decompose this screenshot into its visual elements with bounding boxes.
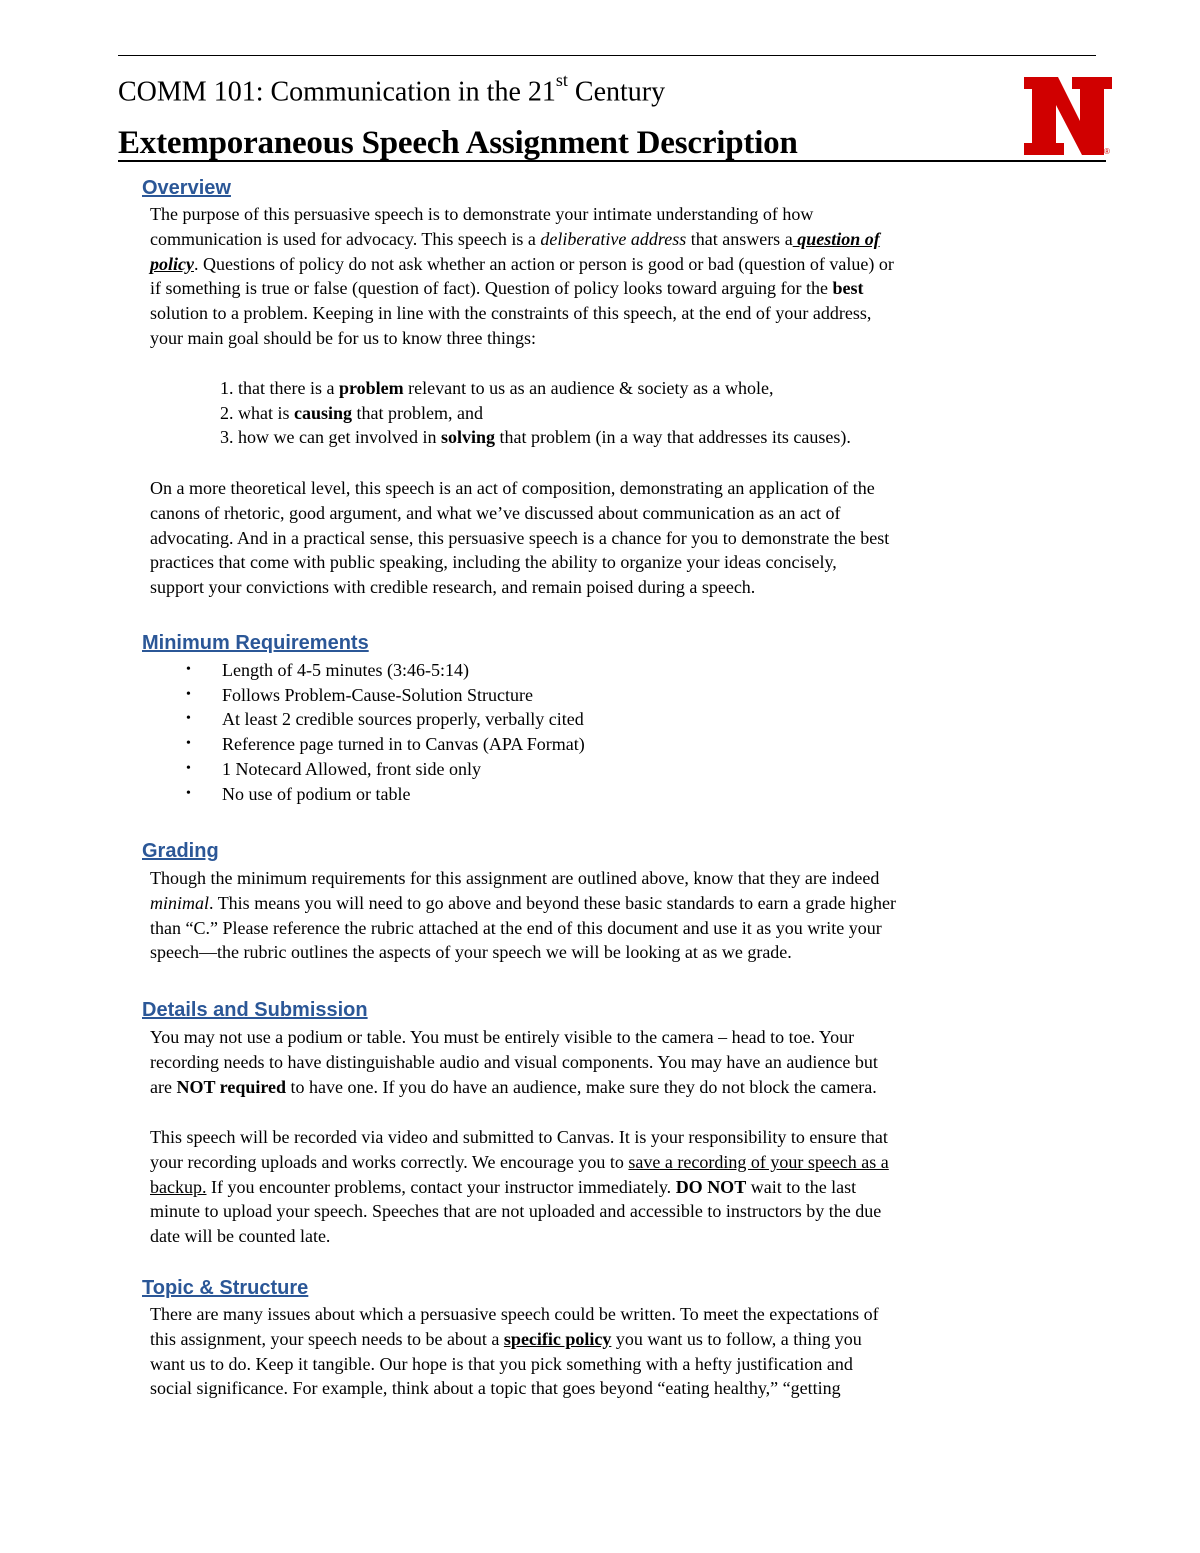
- top-rule: [118, 55, 1096, 56]
- details-paragraph-1: You may not use a podium or table. You must be entirely visible to the camera – head to toe. Your recording needs to have distinguishable audio and visual components. You may have an audience but are NOT required to have one. If you do have an audience, make sure they do not block the camera.: [150, 1027, 878, 1097]
- title-rule: [118, 160, 1106, 162]
- section-heading-topic: Topic & Structure: [142, 1277, 309, 1299]
- list-item: 3. how we can get involved in solving that problem (in a way that addresses its causes).: [220, 427, 851, 447]
- list-item: Reference page turned in to Canvas (APA Format): [222, 734, 585, 754]
- section-heading-requirements: Minimum Requirements: [142, 632, 369, 654]
- list-item: Length of 4-5 minutes (3:46-5:14): [222, 660, 469, 680]
- course-title: COMM 101: Communication in the 21st Century: [118, 70, 666, 108]
- section-heading-overview: Overview: [142, 177, 231, 199]
- nebraska-n-logo: [1022, 75, 1114, 157]
- list-item: At least 2 credible sources properly, verbally cited: [222, 709, 584, 729]
- bullet-icon: •: [186, 662, 191, 677]
- grading-paragraph: Though the minimum requirements for this assignment are outlined above, know that they are indeed minimal. This means you will need to go above and beyond these basic standards to earn a grade higher than “C.” Please reference the rubric attached at the end of this document and use it as you write your speech—the rubric outlines the aspects of your speech we will be looking at as we grade.: [150, 868, 896, 963]
- logo-trademark: ®: [1104, 147, 1110, 156]
- list-item: 2. what is causing that problem, and: [220, 403, 483, 423]
- overview-paragraph-2: On a more theoretical level, this speech is an act of composition, demonstrating an application of the canons of rhetoric, good argument, and what we’ve discussed about communication as an act of advocating. And in a practical sense, this persuasive speech is a chance for you to demonstrate the best practices that come with public speaking, including the ability to organize your ideas concisely, support your convictions with credible research, and remain poised during a speech.: [150, 478, 890, 598]
- list-item: No use of podium or table: [222, 784, 411, 804]
- logo-letter: N: [1022, 75, 1023, 76]
- details-paragraph-2: This speech will be recorded via video and submitted to Canvas. It is your responsibility to ensure that your recording uploads and works correctly. We encourage you to save a recording of your speech as a backup. If you encounter problems, contact your instructor immediately. DO NOT wait to the last minute to upload your speech. Speeches that are not uploaded and accessible to instructors by the due date will be counted late.: [150, 1127, 889, 1247]
- topic-paragraph: There are many issues about which a persuasive speech could be written. To meet the expectations of this assignment, your speech needs to be about a specific policy you want us to follow, a thing you want us to do. Keep it tangible. Our hope is that you pick something with a hefty justification and social significance. For example, think about a topic that goes beyond “eating healthy,” “getting: [150, 1304, 879, 1399]
- bullet-icon: •: [186, 786, 191, 801]
- overview-paragraph-1: The purpose of this persuasive speech is to demonstrate your intimate understanding of how communication is used for advocacy. This speech is a deliberative address that answers a question of policy. Questions of policy do not ask whether an action or person is good or bad (question of value) or if something is true or false (question of fact). Question of policy looks toward arguing for the best solution to a problem. Keeping in line with the constraints of this speech, at the end of your address, your main goal should be for us to know three things:: [150, 204, 894, 348]
- bullet-icon: •: [186, 687, 191, 702]
- bullet-icon: •: [186, 736, 191, 751]
- list-item: Follows Problem-Cause-Solution Structure: [222, 685, 533, 705]
- course-title-superscript: st: [555, 70, 568, 90]
- section-heading-grading: Grading: [142, 840, 219, 862]
- question-of-policy-term: question of: [792, 228, 880, 249]
- section-heading-details: Details and Submission: [142, 999, 368, 1021]
- bullet-icon: •: [186, 761, 191, 776]
- list-item: 1. that there is a problem relevant to us as an audience & society as a whole,: [220, 378, 774, 398]
- document-title: Extemporaneous Speech Assignment Description: [118, 125, 798, 161]
- bullet-icon: •: [186, 711, 191, 726]
- list-item: 1 Notecard Allowed, front side only: [222, 759, 481, 779]
